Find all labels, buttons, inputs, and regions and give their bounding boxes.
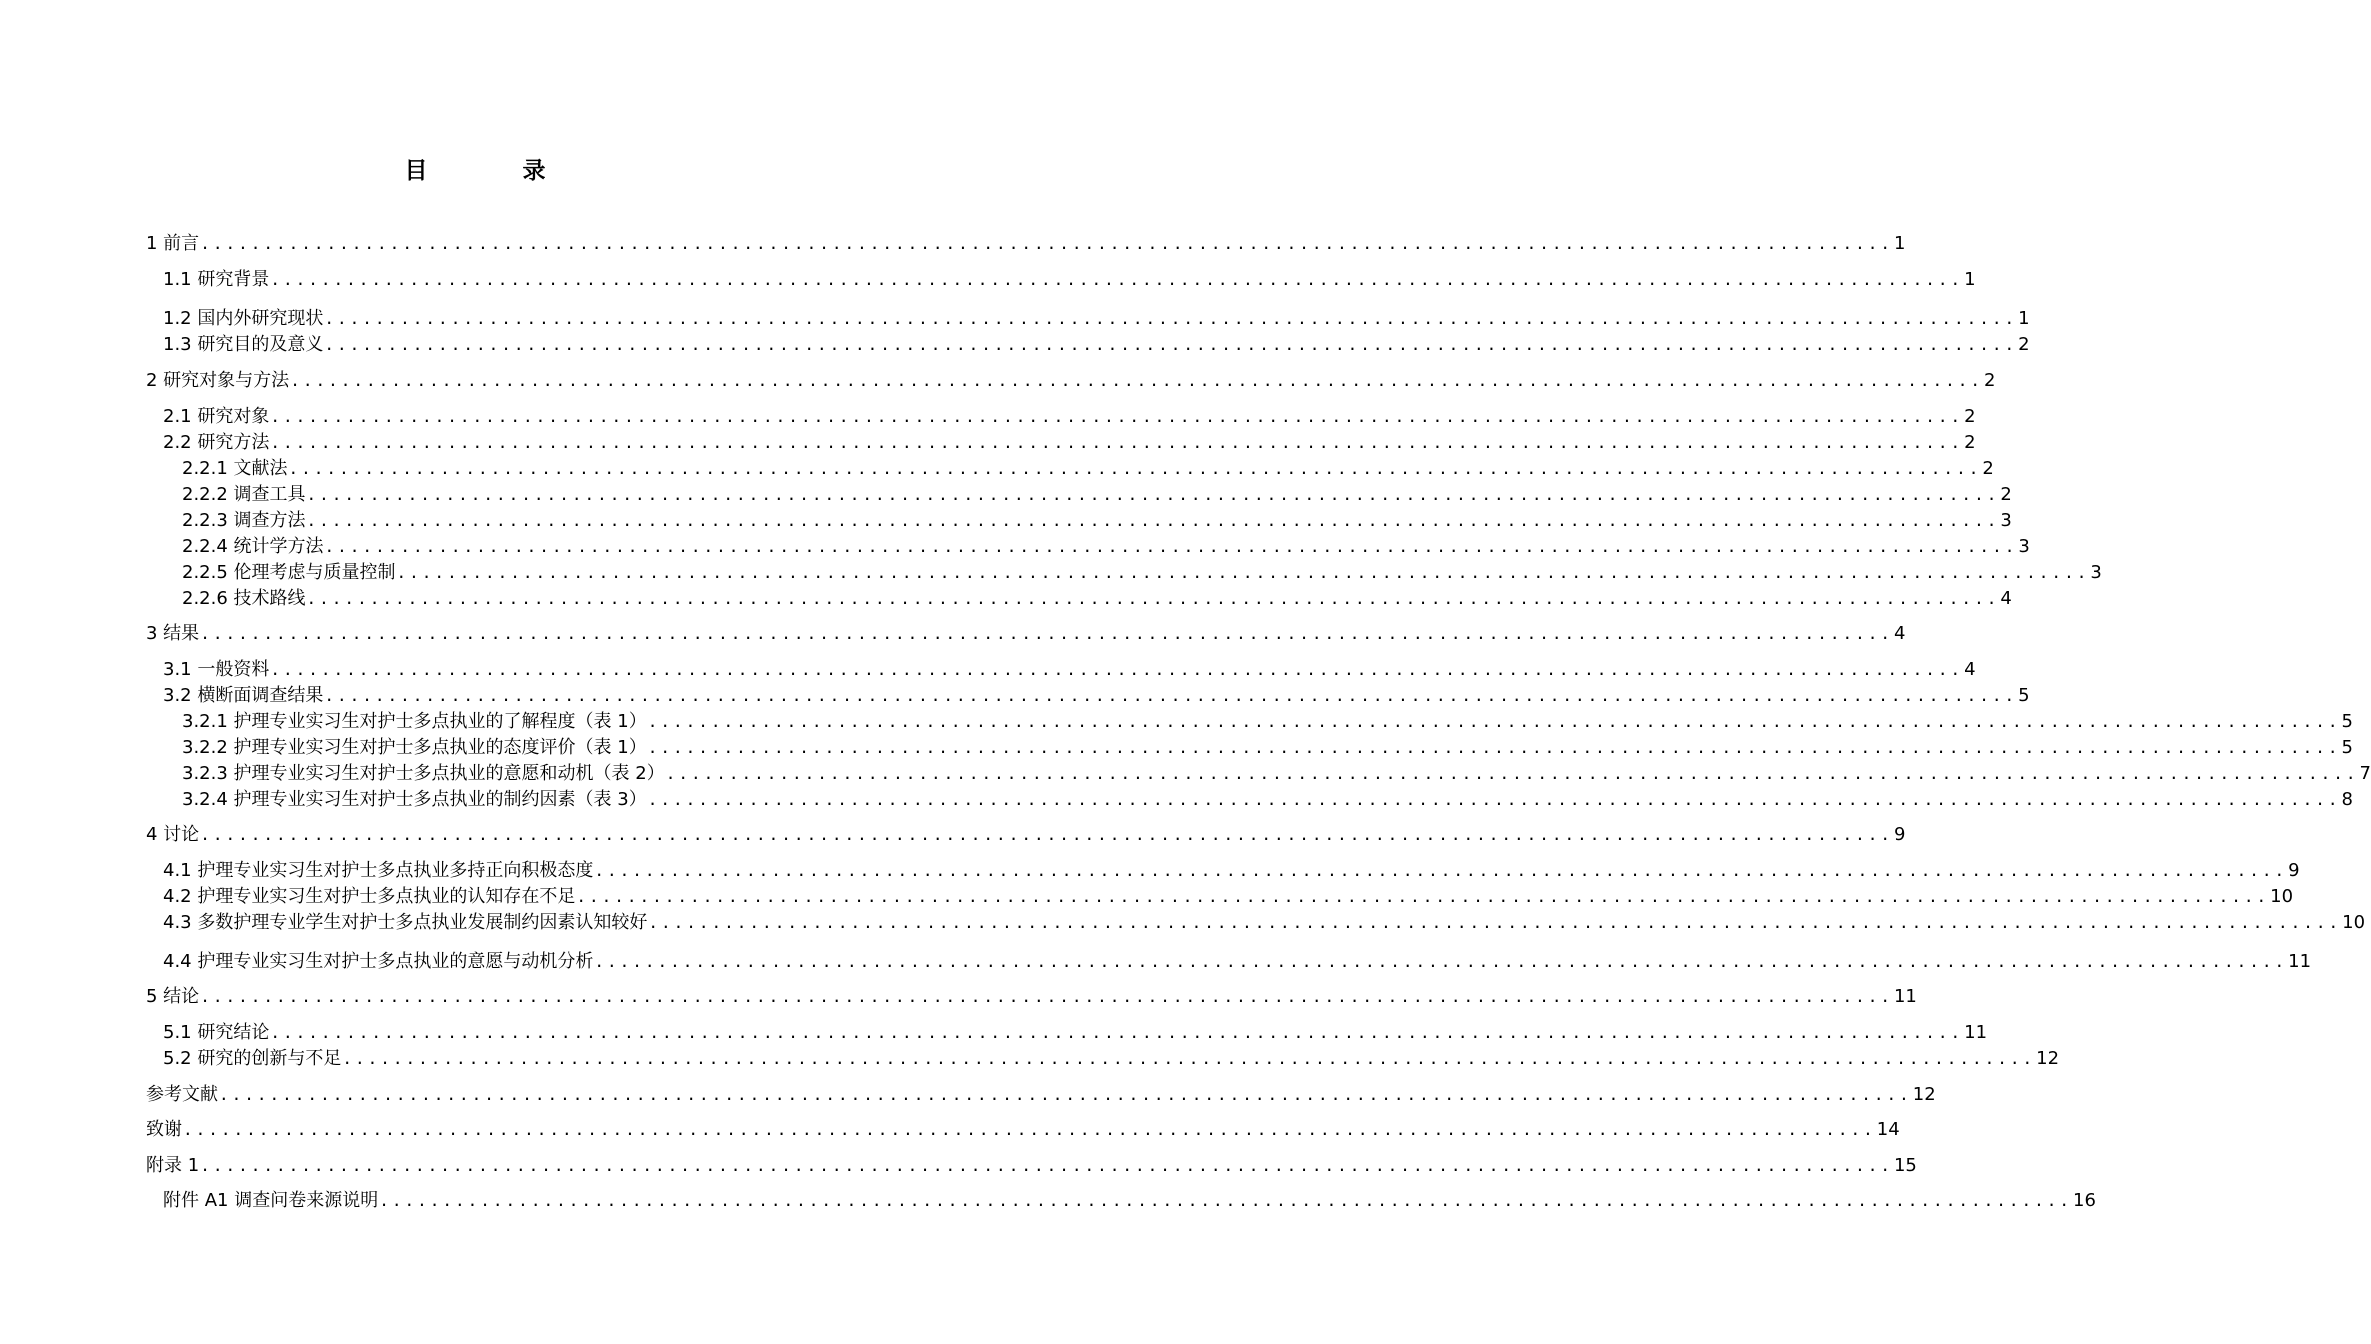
toc-entry-label: 1.1 研究背景 (163, 269, 270, 290)
toc-entry[interactable] (163, 1020, 1988, 1044)
toc-entry[interactable] (163, 1188, 2096, 1212)
toc-leader: ...................................................................................................................................... (270, 270, 1964, 289)
toc-entry[interactable] (163, 267, 1976, 291)
toc-entry[interactable] (163, 949, 2312, 973)
toc-page-number: 15 (1893, 1155, 1917, 1176)
toc-entry[interactable] (163, 332, 2030, 356)
toc-entry[interactable] (163, 657, 1976, 681)
toc-entry[interactable] (146, 1153, 1917, 1177)
toc-entry[interactable] (182, 761, 2371, 785)
toc-entry[interactable] (182, 709, 2353, 733)
toc-page-number: 11 (1893, 986, 1917, 1007)
toc-leader: ...................................................................................................................................... (270, 407, 1964, 426)
toc-entry-label: 1.3 研究目的及意义 (163, 334, 324, 355)
toc-entry-label: 1 前言 (146, 233, 200, 254)
toc-page-number: 16 (2073, 1190, 2096, 1211)
toc-page-number: 14 (1876, 1119, 1900, 1140)
toc-entry[interactable] (182, 508, 2012, 532)
toc-entry-label: 4 讨论 (146, 824, 200, 845)
toc-leader: ...................................................................................................................................... (396, 563, 2090, 582)
toc-page-number: 2 (2000, 484, 2012, 505)
page-title: 目 录 (404, 158, 582, 184)
toc-entry[interactable] (163, 910, 2366, 934)
toc-entry-label: 3.2.4 护理专业实习生对护士多点执业的制约因素（表 3） (182, 789, 647, 810)
toc-entry-label: 2.2.5 伦理考虑与质量控制 (182, 562, 396, 583)
toc-leader: ...................................................................................................................................... (576, 887, 2270, 906)
toc-entry-label: 2.2.6 技术路线 (182, 588, 306, 609)
toc-entry-label: 2 研究对象与方法 (146, 370, 290, 391)
toc-entry-label: 2.2 研究方法 (163, 432, 270, 453)
toc-page-number: 2 (1983, 370, 1996, 391)
toc-entry-label: 3.2.1 护理专业实习生对护士多点执业的了解程度（表 1） (182, 711, 647, 732)
toc-entry-label: 4.3 多数护理专业学生对护士多点执业发展制约因素认知较好 (163, 912, 648, 933)
toc-entry-label: 5 结论 (146, 986, 200, 1007)
toc-entry-label: 附录 1 (146, 1155, 200, 1176)
toc-entry-label: 参考文献 (146, 1084, 218, 1105)
toc-leader: ...................................................................................................................................... (324, 309, 2018, 328)
toc-entry-label: 4.1 护理专业实习生对护士多点执业多持正向积极态度 (163, 860, 594, 881)
toc-leader: ...................................................................................................................................... (647, 790, 2341, 809)
toc-leader: ...................................................................................................................................... (324, 537, 2018, 556)
toc-page-number: 11 (1964, 1022, 1988, 1043)
toc-page-number: 11 (2288, 951, 2312, 972)
toc-leader: ...................................................................................................................................... (306, 589, 2000, 608)
toc-leader: ...................................................................................................................................... (306, 485, 2000, 504)
toc-entry-label: 3.2 横断面调查结果 (163, 685, 324, 706)
toc-page-number: 1 (1893, 233, 1906, 254)
toc-leader: ...................................................................................................................................... (200, 825, 1893, 844)
toc-entry[interactable] (182, 534, 2030, 558)
toc-page-number: 5 (2018, 685, 2030, 706)
toc-page-number: 10 (2270, 886, 2294, 907)
toc-page-number: 9 (2288, 860, 2300, 881)
toc-entry-label: 5.1 研究结论 (163, 1022, 270, 1043)
toc-entry[interactable] (163, 884, 2294, 908)
toc-leader: ...................................................................................................................................... (270, 433, 1964, 452)
toc-page-number: 9 (1893, 824, 1906, 845)
toc-leader: ...................................................................................................................................... (200, 987, 1893, 1006)
toc-leader: ...................................................................................................................................... (270, 1023, 1964, 1042)
toc-entry-label: 2.2.3 调查方法 (182, 510, 306, 531)
toc-leader: ...................................................................................................................................... (647, 738, 2341, 757)
toc-entry[interactable] (146, 1117, 1900, 1141)
toc-entry[interactable] (163, 404, 1976, 428)
toc-entry-label: 3.1 一般资料 (163, 659, 270, 680)
toc-page-number: 5 (2341, 737, 2353, 758)
toc-page-number: 2 (1964, 432, 1976, 453)
toc-entry[interactable] (163, 1046, 2060, 1070)
toc-leader: ...................................................................................................................................... (324, 686, 2018, 705)
toc-entry-label: 2.2.4 统计学方法 (182, 536, 324, 557)
toc-leader: ...................................................................................................................................... (594, 861, 2288, 880)
toc-entry[interactable] (146, 1082, 1936, 1106)
toc-leader: ...................................................................................................................................... (648, 913, 2342, 932)
toc-page-number: 7 (2359, 763, 2371, 784)
toc-leader: ...................................................................................................................................... (200, 234, 1893, 253)
toc-page-number: 4 (1893, 623, 1906, 644)
toc-entry-label: 4.4 护理专业实习生对护士多点执业的意愿与动机分析 (163, 951, 594, 972)
toc-leader: ...................................................................................................................................... (290, 371, 1983, 390)
toc-entry-label: 3.2.2 护理专业实习生对护士多点执业的态度评价（表 1） (182, 737, 647, 758)
toc-entry[interactable] (182, 586, 2012, 610)
toc-page-number: 12 (2036, 1048, 2060, 1069)
toc-entry-label: 4.2 护理专业实习生对护士多点执业的认知存在不足 (163, 886, 576, 907)
toc-leader: ...................................................................................................................................... (324, 335, 2018, 354)
toc-entry-label: 3.2.3 护理专业实习生对护士多点执业的意愿和动机（表 2） (182, 763, 665, 784)
toc-leader: ...................................................................................................................................... (379, 1191, 2073, 1210)
toc-page-number: 5 (2341, 711, 2353, 732)
toc-entry-label: 致谢 (146, 1119, 182, 1140)
toc-page-number: 3 (2090, 562, 2102, 583)
toc-page-number: 4 (2000, 588, 2012, 609)
toc-entry-label: 5.2 研究的创新与不足 (163, 1048, 342, 1069)
toc-entry[interactable] (146, 621, 1906, 645)
toc-entry[interactable] (146, 231, 1906, 255)
toc-leader: ...................................................................................................................................... (342, 1049, 2036, 1068)
toc-page-number: 8 (2341, 789, 2353, 810)
toc-leader: ...................................................................................................................................... (219, 1085, 1912, 1104)
toc-entry-label: 3 结果 (146, 623, 200, 644)
toc-entry-label: 附件 A1 调查问卷来源说明 (163, 1190, 379, 1211)
toc-leader: ...................................................................................................................................... (647, 712, 2341, 731)
toc-entry[interactable] (182, 560, 2102, 584)
toc-leader: ...................................................................................................................................... (270, 660, 1964, 679)
toc-entry[interactable] (182, 735, 2353, 759)
toc-page-number: 3 (2000, 510, 2012, 531)
toc-leader: ...................................................................................................................................... (665, 764, 2359, 783)
toc-page-number: 2 (1964, 406, 1976, 427)
toc-page-number: 12 (1912, 1084, 1936, 1105)
toc-page-number: 4 (1964, 659, 1976, 680)
toc-page-number: 2 (2018, 334, 2030, 355)
toc-entry-label: 2.2.2 调查工具 (182, 484, 306, 505)
toc-entry[interactable] (182, 482, 2012, 506)
toc-entry[interactable] (146, 822, 1906, 846)
toc-entry-label: 1.2 国内外研究现状 (163, 308, 324, 329)
toc-entry[interactable] (146, 984, 1917, 1008)
toc-page-number: 10 (2342, 912, 2366, 933)
toc-leader: ...................................................................................................................................... (200, 624, 1893, 643)
toc-page-number: 1 (2018, 308, 2030, 329)
toc-entry[interactable] (146, 368, 1996, 392)
toc-leader: ...................................................................................................................................... (183, 1120, 1876, 1139)
toc-entry[interactable] (163, 858, 2300, 882)
toc-entry[interactable] (182, 456, 1994, 480)
toc-entry[interactable] (163, 683, 2030, 707)
toc-page-number: 3 (2018, 536, 2030, 557)
toc-entry[interactable] (182, 787, 2353, 811)
toc-leader: ...................................................................................................................................... (594, 952, 2288, 971)
toc-leader: ...................................................................................................................................... (306, 511, 2000, 530)
toc-leader: ...................................................................................................................................... (288, 459, 1982, 478)
toc-entry[interactable] (163, 430, 1976, 454)
toc-entry-label: 2.2.1 文献法 (182, 458, 288, 479)
toc-entry[interactable] (163, 306, 2030, 330)
toc-leader: ...................................................................................................................................... (200, 1156, 1893, 1175)
toc-page-number: 1 (1964, 269, 1976, 290)
toc-entry-label: 2.1 研究对象 (163, 406, 270, 427)
toc-page-number: 2 (1982, 458, 1994, 479)
